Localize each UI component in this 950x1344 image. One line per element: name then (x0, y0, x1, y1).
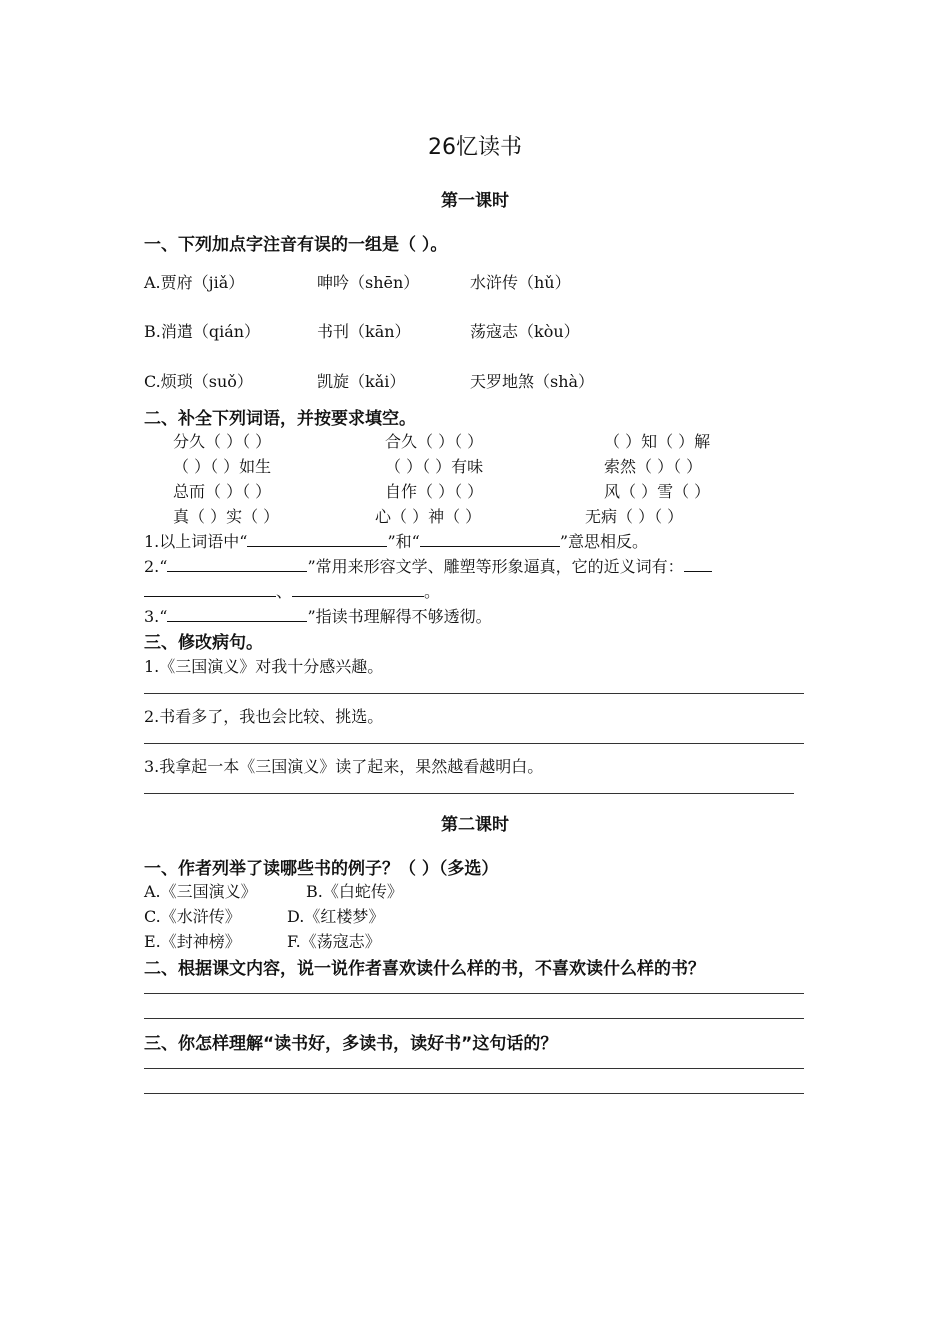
idiom-cell: 合久（ ）（ ） (385, 432, 484, 451)
lesson-1-heading: 第一课时 (441, 191, 509, 211)
answer-line[interactable] (144, 1093, 804, 1094)
l2-q3-prompt: 三、你怎样理解“读书好，多读书，读好书”这句话的？ (144, 1034, 558, 1054)
answer-blank[interactable] (167, 557, 307, 572)
idiom-cell: 分久（ ）（ ） (173, 432, 272, 451)
l2-q2-prompt: 二、根据课文内容，说一说作者喜欢读什么样的书，不喜欢读什么样的书？ (144, 959, 705, 979)
l1-q3-prompt: 三、修改病句。 (144, 633, 263, 653)
l1-q3-item-1: 1.《三国演义》对我十分感兴趣。 (144, 657, 384, 676)
idiom-cell: 无病（ ）（ ） (585, 507, 684, 526)
sentence-text: 1.以上词语中“ (144, 532, 248, 551)
sentence-text: 。 (424, 582, 441, 601)
answer-blank[interactable] (684, 557, 712, 572)
l1-q1-option-c3: 天罗地煞（shà） (470, 372, 595, 391)
sentence-text: ”和“ (387, 532, 420, 551)
idiom-cell: （ ）（ ）有味 (385, 457, 484, 476)
answer-blank[interactable] (167, 607, 307, 622)
l1-q1-option-a2: 呻吟（shēn） (317, 273, 420, 292)
l2-q1-option-d: D.《红楼梦》 (287, 907, 385, 926)
answer-line[interactable] (144, 993, 804, 994)
idiom-cell: 索然（ ）（ ） (604, 457, 703, 476)
sentence-text: 2.“ (144, 557, 168, 576)
l1-q1-option-b1: B.消遣（qián） (144, 322, 261, 341)
sentence-text: ”常用来形容文学、雕塑等形象逼真，它的近义词有： (307, 557, 684, 576)
idiom-cell: （ ）知（ ）解 (604, 432, 711, 451)
l1-q1-option-b3: 荡寇志（kòu） (470, 322, 580, 341)
l1-q3-item-3: 3.我拿起一本《三国演义》读了起来，果然越看越明白。 (144, 757, 544, 776)
answer-blank[interactable] (144, 582, 276, 597)
sentence-text: ”指读书理解得不够透彻。 (307, 607, 492, 626)
idiom-cell: （ ）（ ）如生 (173, 457, 272, 476)
idiom-cell: 自作（ ）（ ） (385, 482, 484, 501)
l1-q1-option-a3: 水浒传（hǔ） (470, 273, 571, 292)
answer-line[interactable] (144, 1018, 804, 1019)
l1-q1-option-b2: 书刊（kān） (317, 322, 411, 341)
l1-q1-option-c2: 凯旋（kǎi） (317, 372, 406, 391)
page-title: 26忆读书 (428, 135, 522, 160)
l1-q1-option-c1: C.烦琐（suǒ） (144, 372, 253, 391)
idiom-cell: 风（ ）雪（ ） (604, 482, 711, 501)
idiom-cell: 真（ ）实（ ） (173, 507, 280, 526)
l1-q1-prompt: 一、下列加点字注音有误的一组是（ ）。 (144, 235, 448, 255)
sentence-text: 、 (276, 582, 293, 601)
l1-q2-prompt: 二、补全下列词语，并按要求填空。 (144, 409, 416, 429)
answer-line[interactable] (144, 743, 804, 744)
l1-q2-sentence-1 (144, 529, 648, 552)
idiom-cell: 心（ ）神（ ） (375, 507, 482, 526)
l1-q2-sentence-2 (144, 554, 712, 577)
answer-line[interactable] (144, 693, 804, 694)
lesson-2-heading: 第二课时 (441, 815, 509, 835)
answer-blank[interactable] (247, 532, 387, 547)
l1-q2-sentence-3 (144, 604, 492, 627)
l2-q1-prompt: 一、作者列举了读哪些书的例子？（ ）（多选） (144, 859, 499, 879)
answer-blank[interactable] (420, 532, 560, 547)
answer-line[interactable] (144, 1068, 804, 1069)
l1-q2-sentence-2-cont (144, 579, 440, 602)
idiom-cell: 总而（ ）（ ） (173, 482, 272, 501)
l2-q1-option-f: F.《荡寇志》 (287, 932, 381, 951)
l2-q1-option-b: B.《白蛇传》 (306, 882, 403, 901)
answer-line[interactable] (144, 793, 794, 794)
l2-q1-option-c: C.《水浒传》 (144, 907, 241, 926)
sentence-text: 3.“ (144, 607, 168, 626)
l1-q3-item-2: 2.书看多了，我也会比较、挑选。 (144, 707, 384, 726)
l2-q1-option-e: E.《封神榜》 (144, 932, 241, 951)
l2-q1-option-a: A.《三国演义》 (144, 882, 257, 901)
answer-blank[interactable] (292, 582, 424, 597)
sentence-text: ”意思相反。 (559, 532, 649, 551)
l1-q1-option-a1: A.贾府（jiǎ） (144, 273, 245, 292)
